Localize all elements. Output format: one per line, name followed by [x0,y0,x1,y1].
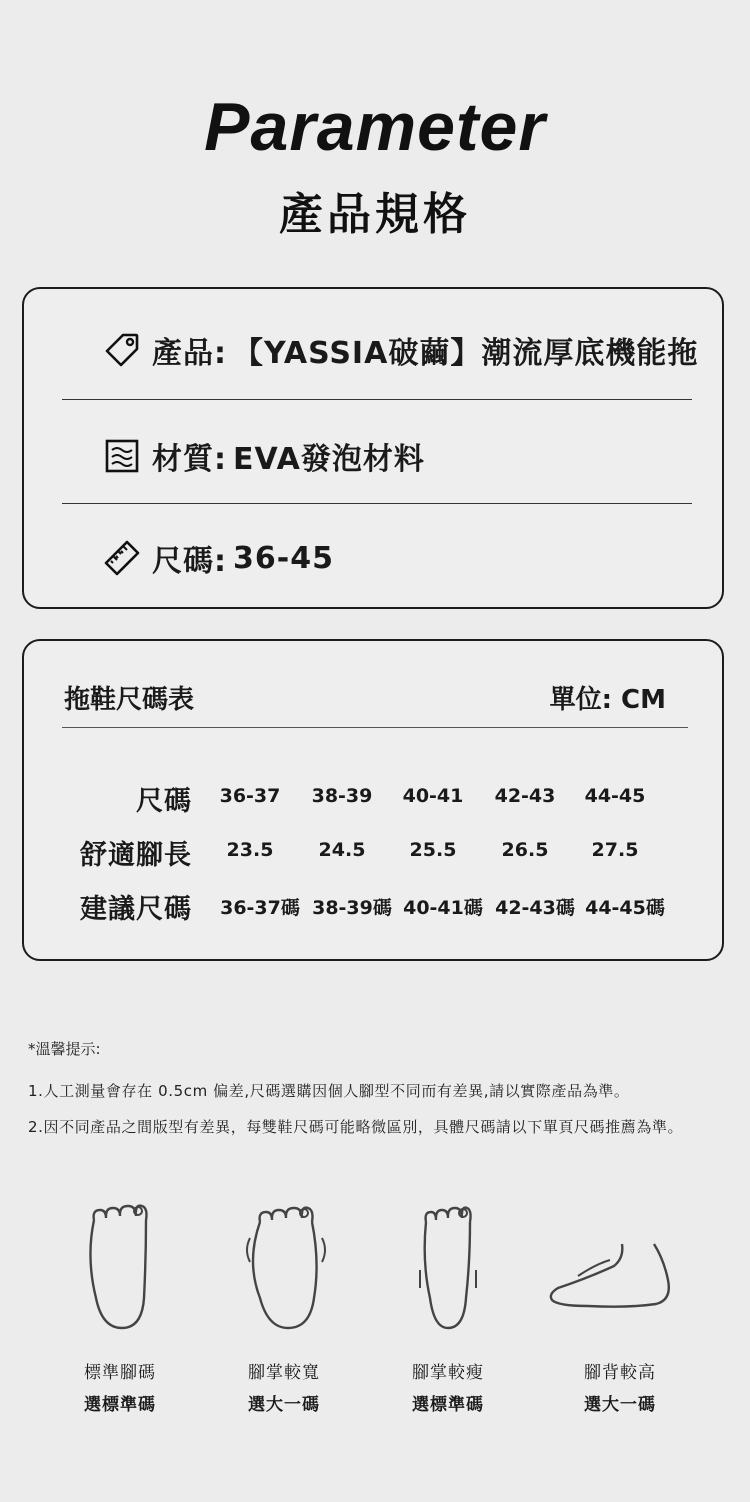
ruler-icon [102,538,142,578]
table-cell: 24.5 [318,839,366,861]
row-header: 尺碼 [136,786,192,817]
product-params-card [22,287,724,609]
size-chart-card [22,639,724,961]
tips-title: *溫馨提示: [28,1040,101,1058]
foot-type-advice: 選大一碼 [584,1395,656,1415]
table-cell: 36-37 [219,785,281,807]
tip-line: 1.人工測量會存在 0.5cm 偏差,尺碼選購因個人腳型不同而有差異,請以實際產品為準。 [28,1082,630,1100]
divider [62,727,688,728]
table-cell: 23.5 [226,839,274,861]
size-chart-unit: 單位: CM [549,685,666,715]
page-title-zh: 產品規格 [279,189,471,240]
table-cell: 38-39碼 [312,897,392,919]
fabric-texture-icon [102,436,142,476]
table-cell: 40-41 [402,785,464,807]
foot-type-advice: 選標準碼 [84,1395,156,1415]
wide-foot-icon [216,1198,356,1338]
high-instep-foot-icon [548,1198,688,1338]
table-cell: 38-39 [311,785,373,807]
size-chart-title: 拖鞋尺碼表 [64,685,195,715]
param-value: 36-45 [233,540,334,576]
table-cell: 25.5 [409,839,457,861]
foot-type-name: 腳掌較寬 [248,1363,320,1383]
table-cell: 44-45碼 [585,897,665,919]
row-header: 建議尺碼 [80,894,192,925]
table-row [24,833,724,873]
param-value: 【YASSIA破繭】潮流厚底機能拖 [233,336,699,371]
param-value: EVA發泡材料 [233,442,425,477]
table-cell: 27.5 [591,839,639,861]
param-row-material [102,431,425,481]
table-cell: 26.5 [501,839,549,861]
standard-foot-icon [50,1198,190,1338]
param-label: 尺碼: [152,544,227,579]
table-row [24,887,724,927]
row-header: 舒適腳長 [80,840,192,871]
foot-type-name: 腳掌較瘦 [412,1363,484,1383]
table-cell: 44-45 [584,785,646,807]
table-row [24,779,724,819]
foot-type-name: 腳背較高 [584,1363,656,1383]
param-label: 產品: [152,336,227,371]
table-cell: 36-37碼 [220,897,300,919]
tips-section [28,1038,740,1145]
param-row-size [102,533,334,583]
divider [62,503,692,504]
param-label: 材質: [152,442,227,477]
price-tag-icon [102,330,142,370]
divider [62,399,692,400]
table-cell: 40-41碼 [403,897,483,919]
param-row-product [102,325,698,375]
table-cell: 42-43碼 [495,897,575,919]
table-cell: 42-43 [494,785,556,807]
foot-type-name: 標準腳碼 [84,1363,156,1383]
tip-line: 2.因不同產品之間版型有差異，每雙鞋尺碼可能略微區別，具體尺碼請以下單頁尺碼推薦為準。 [28,1118,684,1136]
foot-type-advice: 選標準碼 [412,1395,484,1415]
narrow-foot-icon [378,1198,518,1338]
foot-type-advice: 選大一碼 [248,1395,320,1415]
page-title-en: Parameter [204,89,546,165]
